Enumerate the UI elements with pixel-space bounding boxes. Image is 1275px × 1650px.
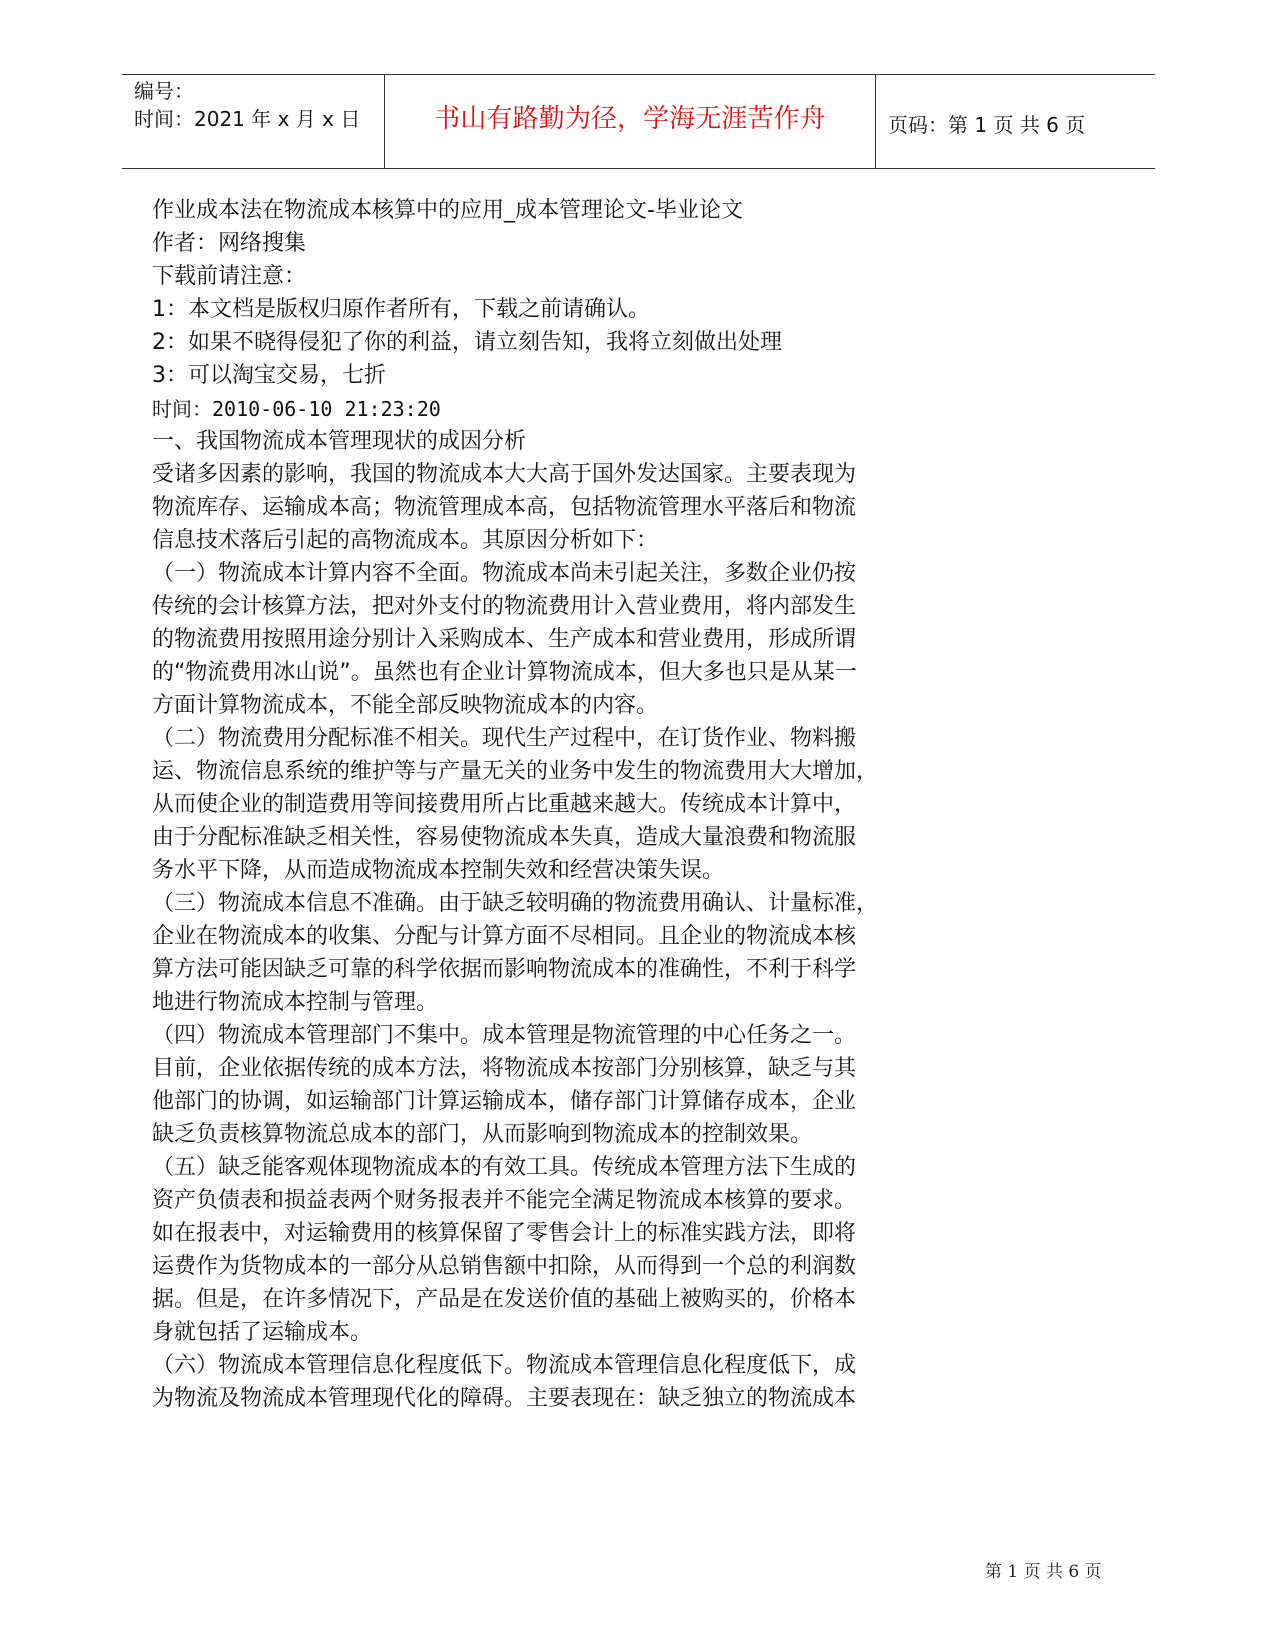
body-line: 方面计算物流成本，不能全部反映物流成本的内容。 (152, 693, 659, 718)
body-line: 企业在物流成本的收集、分配与计算方面不尽相同。且企业的物流成本核 (152, 924, 857, 949)
body-line: 缺乏负责核算物流总成本的部门，从而影响到物流成本的控制效果。 (152, 1122, 813, 1147)
body-line: （一）物流成本计算内容不全面。物流成本尚未引起关注，多数企业仍按 (152, 561, 857, 586)
header-motto-cell (384, 75, 876, 168)
body-line: 从而使企业的制造费用等间接费用所占比重越来越大。传统成本计算中， (152, 792, 857, 817)
section-heading: 一、我国物流成本管理现状的成因分析 (152, 429, 527, 454)
body-line: 传统的会计核算方法，把对外支付的物流费用计入营业费用，将内部发生 (152, 594, 857, 619)
header-page-cell (876, 75, 1155, 168)
body-line: 物流库存、运输成本高；物流管理成本高，包括物流管理水平落后和物流 (152, 495, 857, 520)
document-number-label: 编号： (134, 79, 194, 103)
body-line: （四）物流成本管理部门不集中。成本管理是物流管理的中心任务之一。 (152, 1023, 857, 1048)
body-line: 运费作为货物成本的一部分从总销售额中扣除，从而得到一个总的利润数 (152, 1254, 857, 1279)
body-line: （六）物流成本管理信息化程度低下。物流成本管理信息化程度低下，成 (152, 1353, 857, 1378)
author-line: 作者：网络搜集 (152, 231, 307, 256)
body-line: （二）物流费用分配标准不相关。现代生产过程中，在订货作业、物料搬 (152, 726, 857, 751)
body-line: （五）缺乏能客观体现物流成本的有效工具。传统成本管理方法下生成的 (152, 1155, 857, 1180)
document-time-label: 时间：2021 年 x 月 x 日 (134, 107, 361, 131)
motto-text: 书山有路勤为径，学海无涯苦作舟 (434, 104, 826, 134)
body-line: 据。但是，在许多情况下，产品是在发送价值的基础上被购买的，价格本 (152, 1287, 857, 1312)
body-line: 的“物流费用冰山说”。虽然也有企业计算物流成本，但大多也只是从某一 (152, 660, 857, 685)
body-line: （三）物流成本信息不准确。由于缺乏较明确的物流费用确认、计量标准， (152, 891, 879, 916)
body-line: 的物流费用按照用途分别计入采购成本、生产成本和营业费用，形成所谓 (152, 627, 857, 652)
notice-item: 3：可以淘宝交易，七折 (152, 363, 386, 388)
body-line: 如在报表中，对运输费用的核算保留了零售会计上的标准实践方法，即将 (152, 1221, 857, 1246)
document-title: 作业成本法在物流成本核算中的应用_成本管理论文-毕业论文 (152, 198, 743, 223)
body-line: 身就包括了运输成本。 (152, 1320, 373, 1345)
page-footer: 第 1 页 共 6 页 (985, 1562, 1102, 1582)
body-line: 资产负债表和损益表两个财务报表并不能完全满足物流成本核算的要求。 (152, 1188, 857, 1213)
body-line: 务水平下降，从而造成物流成本控制失效和经营决策失误。 (152, 858, 725, 883)
body-line: 他部门的协调，如运输部门计算运输成本，储存部门计算储存成本，企业 (152, 1089, 857, 1114)
document-header (122, 74, 1155, 169)
body-line: 地进行物流成本控制与管理。 (152, 990, 439, 1015)
body-line: 由于分配标准缺乏相关性，容易使物流成本失真，造成大量浪费和物流服 (152, 825, 857, 850)
page-number-label: 页码：第 1 页 共 6 页 (888, 113, 1086, 137)
body-line: 信息技术落后引起的高物流成本。其原因分析如下： (152, 528, 659, 553)
body-line: 运、物流信息系统的维护等与产量无关的业务中发生的物流费用大大增加， (152, 759, 879, 784)
body-line: 受诸多因素的影响，我国的物流成本大大高于国外发达国家。主要表现为 (152, 462, 857, 487)
notice-item: 1：本文档是版权归原作者所有，下载之前请确认。 (152, 297, 650, 322)
body-line: 为物流及物流成本管理现代化的障碍。主要表现在：缺乏独立的物流成本 (152, 1386, 857, 1411)
notice-heading: 下载前请注意： (152, 264, 307, 289)
timestamp-line: 时间：2010-06-10 21:23:20 (152, 397, 441, 421)
body-line: 目前，企业依据传统的成本方法，将物流成本按部门分别核算，缺乏与其 (152, 1056, 857, 1081)
body-line: 算方法可能因缺乏可靠的科学依据而影响物流成本的准确性，不利于科学 (152, 957, 857, 982)
notice-item: 2：如果不晓得侵犯了你的利益，请立刻告知，我将立刻做出处理 (152, 330, 782, 355)
header-info-cell (122, 75, 384, 168)
